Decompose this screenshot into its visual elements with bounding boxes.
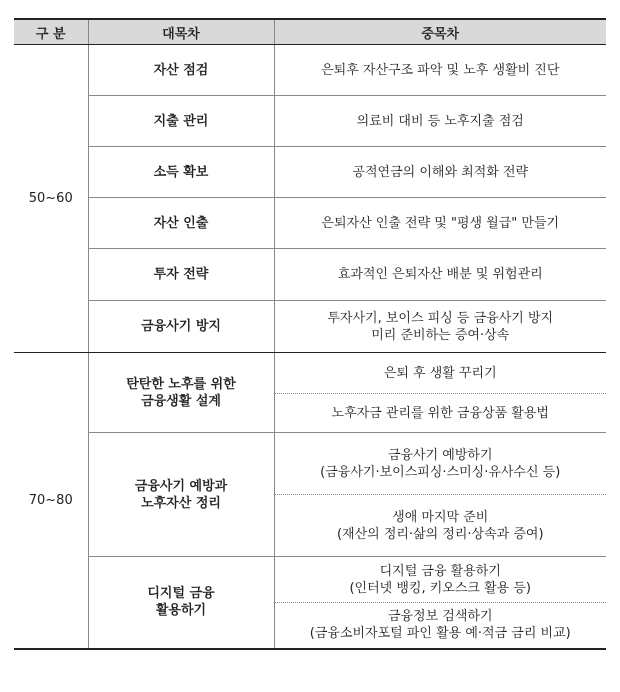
table-row xyxy=(14,433,606,495)
major-item: 금융사기 방지 xyxy=(88,301,274,353)
minor-line: 생애 마지막 준비 xyxy=(392,509,489,525)
minor-line: 디지털 금융 활용하기 xyxy=(379,563,501,579)
major-item: 투자 전략 xyxy=(88,249,274,301)
major-item xyxy=(88,353,274,433)
table-row xyxy=(14,353,606,394)
minor-item: 효과적인 은퇴자산 배분 및 위험관리 xyxy=(274,249,606,301)
header-category: 구 분 xyxy=(14,19,88,45)
major-line: 탄탄한 노후를 위한 xyxy=(126,376,236,392)
curriculum-table xyxy=(14,18,606,650)
minor-item: 은퇴 후 생활 꾸리기 xyxy=(274,353,606,394)
minor-item: 노후자금 관리를 위한 금융상품 활용법 xyxy=(274,394,606,433)
major-item: 지출 관리 xyxy=(88,96,274,147)
header-row xyxy=(14,19,606,45)
table-row xyxy=(14,147,606,198)
major-line: 금융사기 예방과 xyxy=(134,478,228,494)
major-item xyxy=(88,557,274,649)
major-item: 자산 점검 xyxy=(88,45,274,96)
major-item xyxy=(88,433,274,557)
major-line: 활용하기 xyxy=(155,603,207,619)
minor-item: 의료비 대비 등 노후지출 점검 xyxy=(274,96,606,147)
major-line: 금융생활 설계 xyxy=(141,393,221,409)
minor-line: (인터넷 뱅킹, 키오스크 활용 등) xyxy=(349,580,531,596)
minor-item xyxy=(274,495,606,557)
minor-item xyxy=(274,557,606,603)
minor-line: (재산의 정리·삶의 정리·상속과 증여) xyxy=(336,526,544,542)
minor-item: 은퇴자산 인출 전략 및 "평생 월급" 만들기 xyxy=(274,198,606,249)
minor-item: 은퇴후 자산구조 파악 및 노후 생활비 진단 xyxy=(274,45,606,96)
table-row xyxy=(14,249,606,301)
table-row xyxy=(14,96,606,147)
major-item: 자산 인출 xyxy=(88,198,274,249)
minor-line: (금융소비자포털 파인 활용 예·적금 금리 비교) xyxy=(309,626,571,642)
header-minor: 중목차 xyxy=(274,19,606,45)
minor-line: 금융정보 검색하기 xyxy=(387,609,493,625)
minor-item: 공적연금의 이해와 최적화 전략 xyxy=(274,147,606,198)
table-row xyxy=(14,557,606,603)
minor-line: 투자사기, 보이스 피싱 등 금융사기 방지 xyxy=(327,310,554,326)
minor-line: (금융사기·보이스피싱·스미싱·유사수신 등) xyxy=(320,464,561,480)
table-row xyxy=(14,301,606,353)
minor-line: 미리 준비하는 증여·상속 xyxy=(371,327,510,343)
minor-item xyxy=(274,433,606,495)
major-item: 소득 확보 xyxy=(88,147,274,198)
header-major: 대목차 xyxy=(88,19,274,45)
age-group-50-60: 50~60 xyxy=(14,45,88,353)
major-line: 디지털 금융 xyxy=(147,586,215,602)
minor-item xyxy=(274,301,606,353)
minor-item xyxy=(274,603,606,649)
age-group-70-80: 70~80 xyxy=(14,353,88,649)
minor-line: 금융사기 예방하기 xyxy=(387,447,493,463)
major-line: 노후자산 정리 xyxy=(141,495,221,511)
table-row xyxy=(14,198,606,249)
table-row xyxy=(14,45,606,96)
